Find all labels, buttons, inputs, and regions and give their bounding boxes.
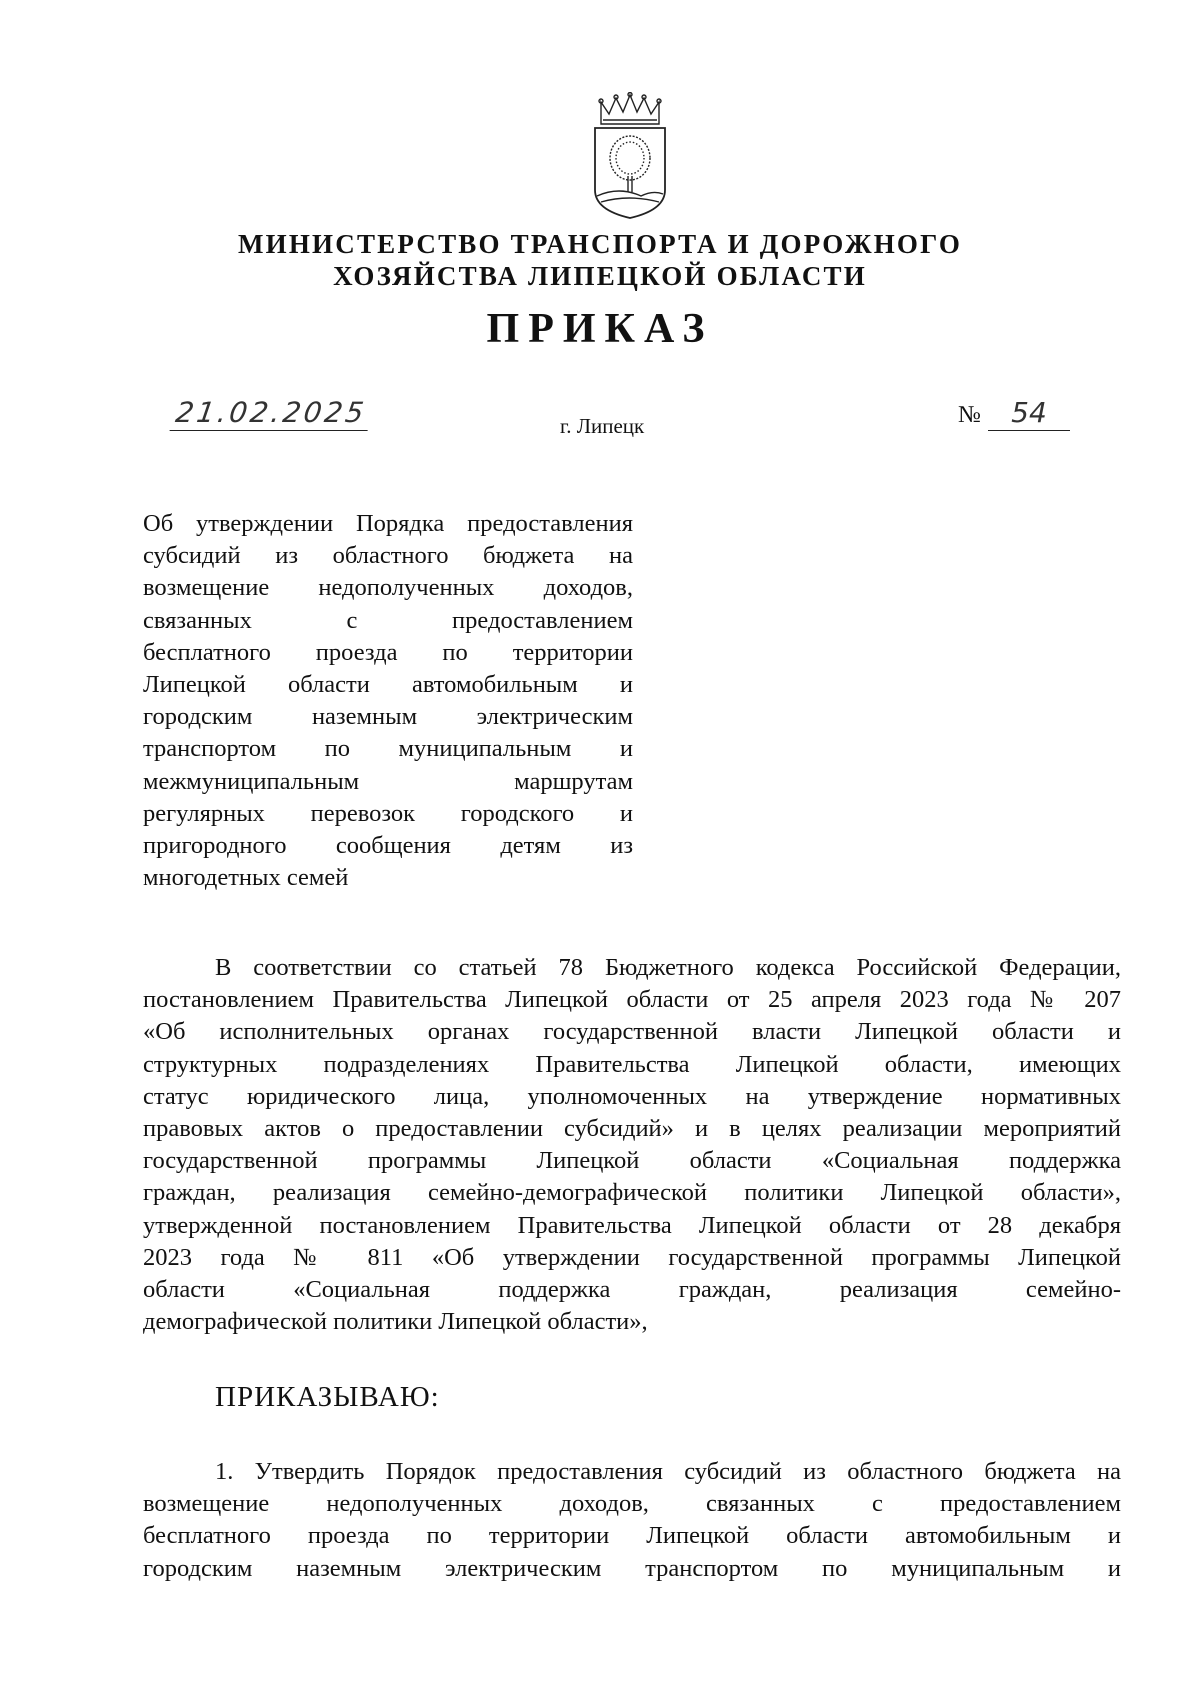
preamble-line: структурных подразделениях Правительства Липецкой области, имеющих: [143, 1050, 1121, 1078]
subject-line: регулярных перевозок городского и: [143, 799, 633, 827]
subject-line: Липецкой области автомобильным и: [143, 670, 633, 698]
preamble-line: граждан, реализация семейно-демографической политики Липецкой области»,: [143, 1179, 1121, 1207]
subject-line: Об утверждении Порядка предоставления: [143, 510, 633, 537]
preamble-line: 2023 года № 811 «Об утверждении государственной программы Липецкой: [143, 1243, 1121, 1271]
order-directive: ПРИКАЗЫВАЮ:: [215, 1381, 440, 1413]
ministry-name-line2: ХОЗЯЙСТВА ЛИПЕЦКОЙ ОБЛАСТИ: [333, 261, 867, 291]
document-subject: [143, 508, 633, 894]
coat-of-arms-emblem: [589, 92, 671, 220]
subject-line: городским наземным электрическим: [143, 703, 633, 731]
preamble-line: государственной программы Липецкой области «Социальная поддержка: [143, 1147, 1121, 1175]
preamble-line: «Об исполнительных органах государственной власти Липецкой области и: [143, 1018, 1121, 1046]
preamble-line: статус юридического лица, уполномоченных на утверждение нормативных: [143, 1082, 1121, 1110]
preamble-line: демографической политики Липецкой области»,: [143, 1308, 648, 1336]
item-line: городским наземным электрическим транспортом по муниципальным и: [143, 1554, 1121, 1582]
preamble-paragraph: [143, 952, 1121, 1338]
item-line: возмещение недополученных доходов, связанных с предоставлением: [143, 1490, 1121, 1518]
subject-line: транспортом по муниципальным и: [143, 735, 633, 763]
number-sign: №: [958, 402, 981, 428]
item-line: 1. Утвердить Порядок предоставления субсидий из областного бюджета на: [215, 1458, 1121, 1485]
document-date: 21.02.2025: [170, 396, 373, 431]
subject-line: субсидий из областного бюджета на: [143, 542, 633, 570]
document-type-title: ПРИКАЗ: [486, 306, 714, 352]
subject-line: связанных с предоставлением: [143, 606, 633, 634]
subject-line: пригородного сообщения детям из: [143, 831, 633, 859]
preamble-line: утвержденной постановлением Правительства Липецкой области от 28 декабря: [143, 1211, 1121, 1239]
subject-line: возмещение недополученных доходов,: [143, 574, 633, 602]
document-city: г. Липецк: [560, 414, 645, 438]
order-item-1: [143, 1456, 1121, 1585]
preamble-line: правовых актов о предоставлении субсидий» и в целях реализации мероприятий: [143, 1114, 1121, 1142]
preamble-line: В соответствии со статьей 78 Бюджетного кодекса Российской Федерации,: [215, 954, 1121, 981]
ministry-name-line1: МИНИСТЕРСТВО ТРАНСПОРТА И ДОРОЖНОГО: [237, 229, 963, 259]
subject-line: бесплатного проезда по территории: [143, 638, 633, 666]
document-number: 54: [988, 396, 1070, 431]
preamble-line: постановлением Правительства Липецкой области от 25 апреля 2023 года № 207: [143, 986, 1121, 1014]
item-line: бесплатного проезда по территории Липецкой области автомобильным и: [143, 1522, 1121, 1550]
subject-line: межмуниципальным маршрутам: [143, 767, 633, 795]
subject-line: многодетных семей: [143, 864, 349, 892]
preamble-line: области «Социальная поддержка граждан, реализация семейно-: [143, 1275, 1121, 1303]
